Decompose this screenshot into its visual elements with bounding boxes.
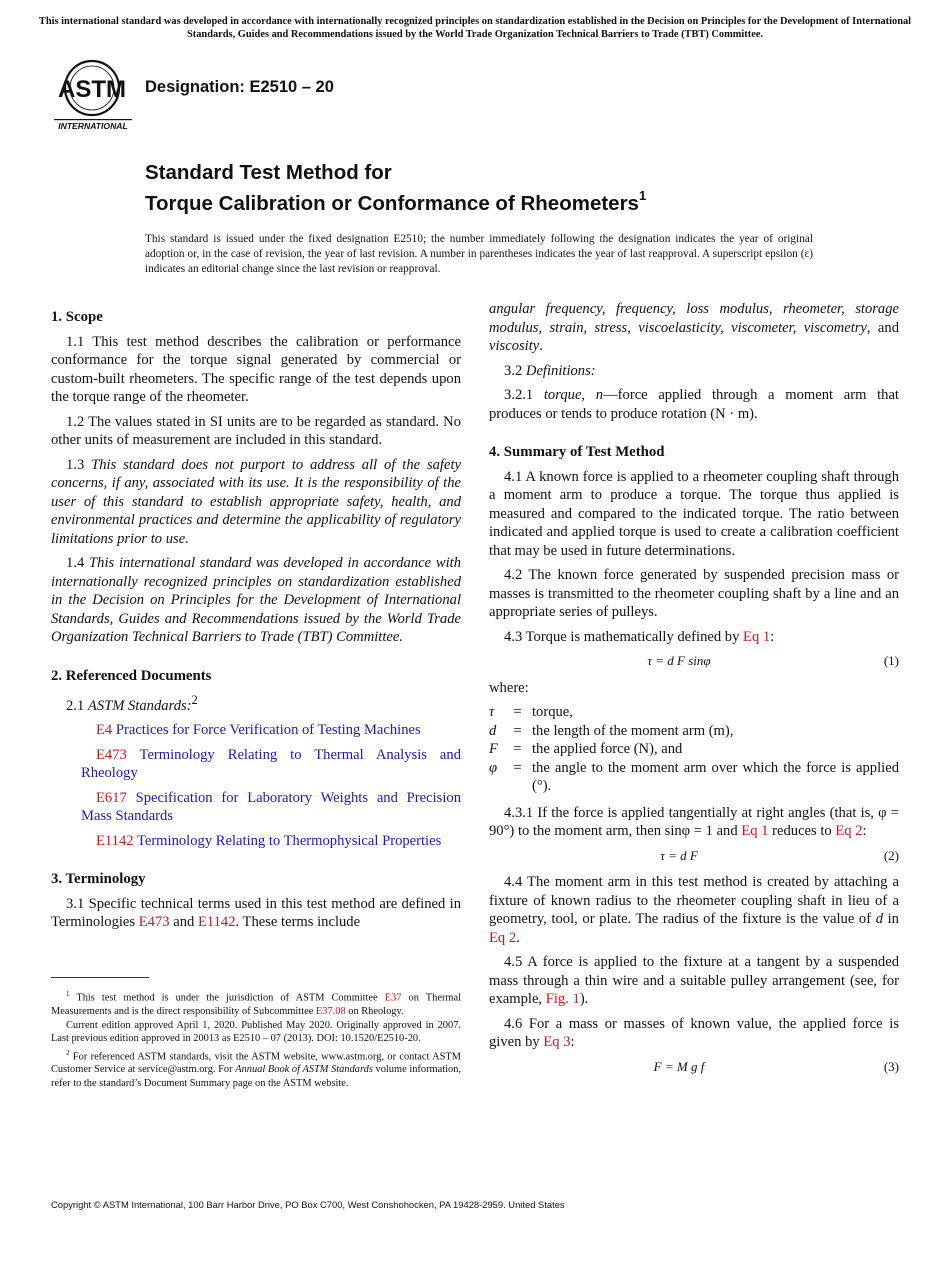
title-line-2-text: Torque Calibration or Conformance of Rheometers	[145, 191, 639, 215]
s45-text: 4.5 A force is applied to the fixture at a tangent by a suspended mass through a thin wire and a suitable pulley arrangement (see, for example,	[489, 954, 899, 1007]
summary-4-3-1	[489, 804, 899, 841]
scope-1-4-text: This international standard was developed in accordance with internationally recognized principles on standardization established in the Decision on Principles for the Development of International Standards, Guides and Recommendations issued by the World Trade Organization Technical Barriers to Trade (TBT) Committee.	[51, 555, 462, 645]
s44-text: 4.4 The moment arm in this test method is created by attaching a fixture of known radius to the rheometer coupling shaft in lieu of a geometry, tool, or plate. The radius of the fixture is the value of	[489, 874, 899, 927]
var-definition: the angle to the moment arm over which the force is applied (°).	[532, 759, 899, 794]
terminology-3-1-continued	[489, 300, 899, 356]
eq1-formula: τ = d F sinφ	[647, 653, 711, 668]
ref-title[interactable]: Terminology Relating to Thermal Analysis and Rheology	[81, 746, 461, 782]
title-line-2	[145, 185, 646, 216]
link-eq-1[interactable]: Eq 1	[741, 823, 769, 839]
link-e473[interactable]: E473	[138, 914, 170, 931]
ref-title[interactable]: Specification for Laboratory Weights and Precision Mass Standards	[81, 789, 461, 825]
link-eq-2[interactable]: Eq 2	[489, 929, 517, 946]
link-fig-1[interactable]: Fig. 1	[545, 991, 580, 1007]
var-definition: the length of the moment arm (m),	[532, 722, 734, 739]
scope-1-3-text: This standard does not purport to address all of the safety concerns, if any, associated with its use. It is the responsibility of the user of this standard to establish appropriate safety, health, and environmental practices and determine the applicability of regulatory limitations prior to use.	[51, 456, 461, 547]
s44-end: .	[516, 929, 520, 946]
title-footnote-ref[interactable]: 1	[638, 188, 647, 203]
link-eq-2[interactable]: Eq 2	[835, 823, 863, 839]
left-column	[51, 300, 461, 938]
logo-subtext: INTERNATIONAL	[58, 121, 128, 131]
s44-in: in	[887, 911, 899, 927]
link-eq-3[interactable]: Eq 3	[543, 1034, 571, 1050]
ref-title[interactable]: Practices for Force Verification of Testing Machines	[115, 722, 421, 739]
terms-and: , and	[866, 319, 899, 336]
designation: Designation: E2510 – 20	[145, 78, 334, 96]
var-symbol: φ	[489, 759, 498, 776]
s431-text-b: reduces to	[772, 823, 832, 839]
summary-4-5	[489, 953, 899, 1009]
summary-4-1: 4.1 A known force is applied to a rheometer coupling shaft through a moment arm to produce a torque. The torque thus applied is measured and compared to the indicated torque. The ratio between indicated and applied torque is used to create a calibration coefficient that may be used in future determinations.	[489, 468, 899, 559]
intro-num: 2.1	[66, 697, 85, 714]
variable-list	[489, 703, 899, 796]
scope-1-4-num: 1.4	[66, 555, 85, 571]
fn1-text-c: on Rheology.	[348, 1005, 404, 1017]
astm-logo	[52, 55, 134, 133]
ref-title[interactable]: Terminology Relating to Thermophysical Properties	[136, 832, 442, 849]
summary-4-6	[489, 1015, 899, 1052]
ref-code[interactable]: E4	[96, 722, 113, 739]
defs-num: 3.2	[504, 362, 523, 379]
link-eq-1[interactable]: Eq 1	[743, 628, 771, 645]
fn1-text-b: on Thermal Measurements and is the direct responsibility of Subcommittee	[51, 992, 461, 1017]
terms-list: angular frequency, frequency, loss modulus, rheometer, storage modulus, strain, stress, viscoelasticity, viscometer, viscometry	[489, 301, 899, 336]
equation-2	[489, 847, 899, 866]
variable-row	[489, 703, 899, 722]
var-equals: =	[513, 741, 522, 757]
s45-end: ).	[579, 991, 589, 1007]
var-equals: =	[513, 704, 522, 720]
eq3-number: (3)	[883, 1058, 899, 1074]
footnotes	[51, 988, 461, 1091]
intro-text: ASTM Standards:	[87, 697, 192, 714]
t31-text-end: . These terms include	[235, 914, 361, 931]
intro-footnote-ref[interactable]: 2	[191, 693, 198, 707]
s46-end: :	[570, 1034, 575, 1050]
var-symbol: d	[489, 722, 497, 739]
variable-row	[489, 759, 899, 796]
variable-row	[489, 722, 899, 741]
var-symbol: F	[489, 741, 498, 757]
s43-end: :	[770, 628, 775, 645]
var-equals: =	[513, 759, 522, 776]
s431-text: 4.3.1 If the force is applied tangentially at right angles (that is, φ = 90°) to the moment arm, then sinφ = 1 and	[489, 804, 899, 839]
footnote-2	[51, 1047, 461, 1090]
scope-heading: 1. Scope	[51, 309, 103, 325]
footnote-1-edition: Current edition approved April 1, 2020. Published May 2020. Originally approved in 2007. Last previous edition approved in 20013 as E2510 – 07 (2013). DOI: 10.1520/E2510-20.	[51, 1020, 461, 1045]
footnote-1	[51, 988, 461, 1018]
torque-term: torque, n	[543, 387, 604, 403]
fn2-italic: Annual Book of ASTM Standards	[235, 1064, 373, 1076]
eq2-formula: τ = d F	[660, 847, 698, 863]
s46-text: 4.6 For a mass or masses of known value, the applied force is given by	[489, 1015, 899, 1050]
var-definition: the applied force (N), and	[532, 741, 683, 757]
summary-4-2: 4.2 The known force generated by suspended precision mass or masses is transmitted to the rheometer coupling shaft by a line and an appropriate series of pulleys.	[489, 567, 899, 620]
definition-torque	[489, 386, 899, 423]
var-equals: =	[513, 722, 522, 739]
eq3-formula: F = M g f	[653, 1058, 705, 1074]
definitions-3-2	[489, 362, 899, 381]
copyright-notice: Copyright © ASTM International, 100 Barr Harbor Drive, PO Box C700, West Conshohocken, PA 19428-2959. United States	[51, 1199, 565, 1210]
scope-1-4	[51, 554, 461, 647]
ref-code[interactable]: E1142	[96, 832, 134, 849]
s431-end: :	[862, 823, 867, 839]
astm-standards-intro	[51, 691, 461, 715]
ref-e4[interactable]	[51, 721, 461, 740]
title-line-1: Standard Test Method for	[145, 161, 392, 184]
scope-1-3-num: 1.3	[66, 456, 85, 473]
fn2-text-b: volume information, refer to the standard’s Document Summary page on the ASTM website.	[51, 1064, 461, 1089]
t31-text: 3.1 Specific technical terms used in this test method are defined in Terminologies	[51, 895, 461, 931]
ref-code[interactable]: E617	[96, 789, 127, 806]
var-symbol: τ	[489, 704, 495, 720]
eq2-number: (2)	[883, 847, 899, 863]
issuance-statement: This standard is issued under the fixed designation E2510; the number immediately following the designation indicates the year of original adoption or, in the case of revision, the year of last revision. A number in parentheses indicates the year of last reapproval. A superscript epsilon (ε) indicates an editorial change since the last revision or reapproval.	[145, 233, 813, 275]
scope-1-3	[51, 456, 461, 549]
page-title	[145, 160, 646, 216]
torque-num: 3.2.1	[504, 387, 534, 403]
terminology-heading: 3. Terminology	[51, 871, 146, 888]
link-e1142[interactable]: E1142	[197, 914, 236, 931]
summary-4-3	[489, 628, 899, 647]
link-committee-e37[interactable]: E37	[384, 992, 402, 1004]
fn1-text: This test method is under the jurisdiction of ASTM Committee	[76, 992, 378, 1004]
scope-1-1: 1.1 This test method describes the calibration or performance conformance for the torque signal generated by commercial or custom-built rheometers. The specific range of the test depends upon the torque range of the rheometer.	[51, 333, 461, 405]
s44-d: d	[875, 911, 883, 927]
ref-code[interactable]: E473	[96, 746, 127, 763]
terms-last: viscosity	[489, 338, 540, 354]
variable-row	[489, 740, 899, 759]
where-label: where:	[489, 679, 529, 696]
equation-3	[489, 1058, 899, 1077]
footnote-1-mark: 1	[66, 990, 70, 998]
t31-and: and	[173, 914, 195, 931]
logo-text: ASTM	[58, 76, 126, 103]
summary-4-4	[489, 873, 899, 947]
torque-def: —force applied through a moment arm that produces or tends to produce rotation (N · m).	[489, 387, 899, 422]
var-definition: torque,	[532, 704, 573, 720]
international-standard-notice: This international standard was developed in accordance with internationally recognized principles on standardization established in the Decision on Principles for the Development of International Standards, Guides and Recommendations issued by the World Trade Organization Technical Barriers to Trade (TBT) Committee.	[38, 16, 912, 40]
defs-label: Definitions:	[525, 362, 596, 379]
footnote-2-mark: 2	[66, 1048, 70, 1057]
footnote-divider	[51, 977, 149, 978]
terminology-3-1	[51, 895, 461, 932]
right-column	[489, 300, 899, 1084]
ref-e473[interactable]	[51, 746, 461, 783]
ref-e617[interactable]	[51, 789, 461, 826]
link-subcommittee-e37-08[interactable]: E37.08	[315, 1005, 346, 1017]
summary-heading: 4. Summary of Test Method	[489, 444, 665, 460]
eq1-number: (1)	[883, 653, 899, 668]
s43-text: 4.3 Torque is mathematically defined by	[504, 628, 740, 645]
ref-e1142[interactable]	[51, 832, 461, 851]
terms-end: .	[539, 338, 543, 354]
equation-1	[489, 652, 899, 671]
fn2-text: For referenced ASTM standards, visit the ASTM website, www.astm.org, or contact ASTM Customer Service at service@astm.org. For	[51, 1051, 461, 1076]
scope-1-2: 1.2 The values stated in SI units are to be regarded as standard. No other units of measurement are included in this standard.	[51, 413, 461, 448]
referenced-documents-heading: 2. Referenced Documents	[51, 667, 212, 684]
